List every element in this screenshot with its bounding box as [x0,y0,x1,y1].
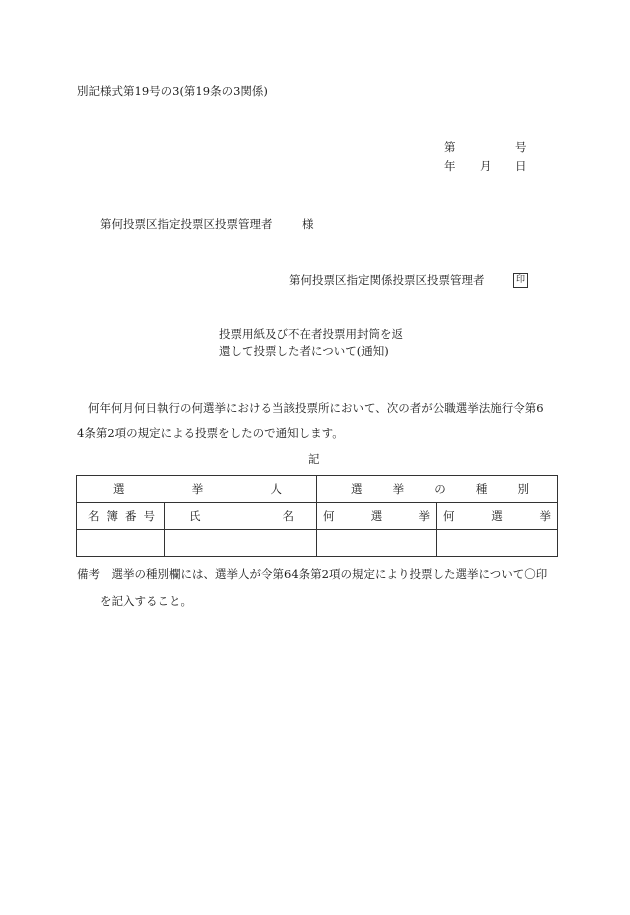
note-line-1: 備考 選挙の種別欄には、選挙人が令第64条第2項の規定により投票した選挙について〇印 [77,567,548,581]
subheader-char: 番 [125,509,137,523]
election-2-input-cell[interactable] [437,530,558,557]
document-number-suffix: 号 [515,140,527,154]
subheader-election-2 [437,503,558,530]
header-voter-char: 人 [270,482,282,496]
sender: 第何投票区指定関係投票区投票管理者 [289,273,485,287]
subject-line-1: 投票用紙及び不在者投票用封筒を返 [219,327,403,341]
header-voter-char: 選 [113,482,125,496]
document-number-prefix: 第 [444,140,456,154]
form-reference: 別記様式第19号の3(第19条の3関係) [77,84,268,98]
register-number-input-cell[interactable] [77,530,165,557]
date-year-label: 年 [444,159,456,173]
subheader-name [165,503,317,530]
header-kind-char: 挙 [392,482,405,496]
election-1-input-cell[interactable] [317,530,437,557]
header-kind-char: 種 [475,482,488,496]
subheader-election-1 [317,503,437,530]
addressee: 第何投票区指定投票区投票管理者 [100,217,273,231]
table-row [77,530,558,557]
ki-heading: 記 [308,452,320,466]
subject-line-2: 還して投票した者について(通知) [219,344,389,358]
subheader-char: 選 [491,509,503,523]
subheader-char: 氏 [189,509,201,523]
subheader-char: 名 [88,509,100,523]
subheader-char: 何 [443,509,455,523]
table-header-row [77,476,558,503]
header-kind-char: 別 [517,482,529,496]
header-kind-cell [317,476,558,503]
subheader-register-number [77,503,165,530]
subheader-char: 名 [282,509,294,523]
header-kind-char: の [434,482,446,496]
subheader-char: 挙 [418,509,430,523]
addressee-honorific: 様 [302,217,314,231]
voter-record-table [76,475,558,557]
header-kind-char: 選 [351,482,363,496]
header-voter-char: 挙 [191,482,204,496]
subheader-char: 選 [370,509,383,523]
note-line-2: を記入すること。 [100,594,192,608]
date-month-label: 月 [480,159,492,173]
body-line-1: 何年何月何日執行の何選挙における当該投票所において、次の者が公職選挙法施行令第6 [88,401,544,415]
subheader-char: 簿 [106,509,118,523]
subheader-char: 何 [323,509,335,523]
name-input-cell[interactable] [165,530,317,557]
body-line-2: 4条第2項の規定による投票をしたので通知します。 [77,426,344,440]
table-subheader-row [77,503,558,530]
subheader-char: 挙 [539,509,551,523]
seal-stamp: 印 [513,273,528,288]
date-day-label: 日 [515,159,527,173]
header-voter-cell [77,476,317,503]
subheader-char: 号 [143,509,155,523]
